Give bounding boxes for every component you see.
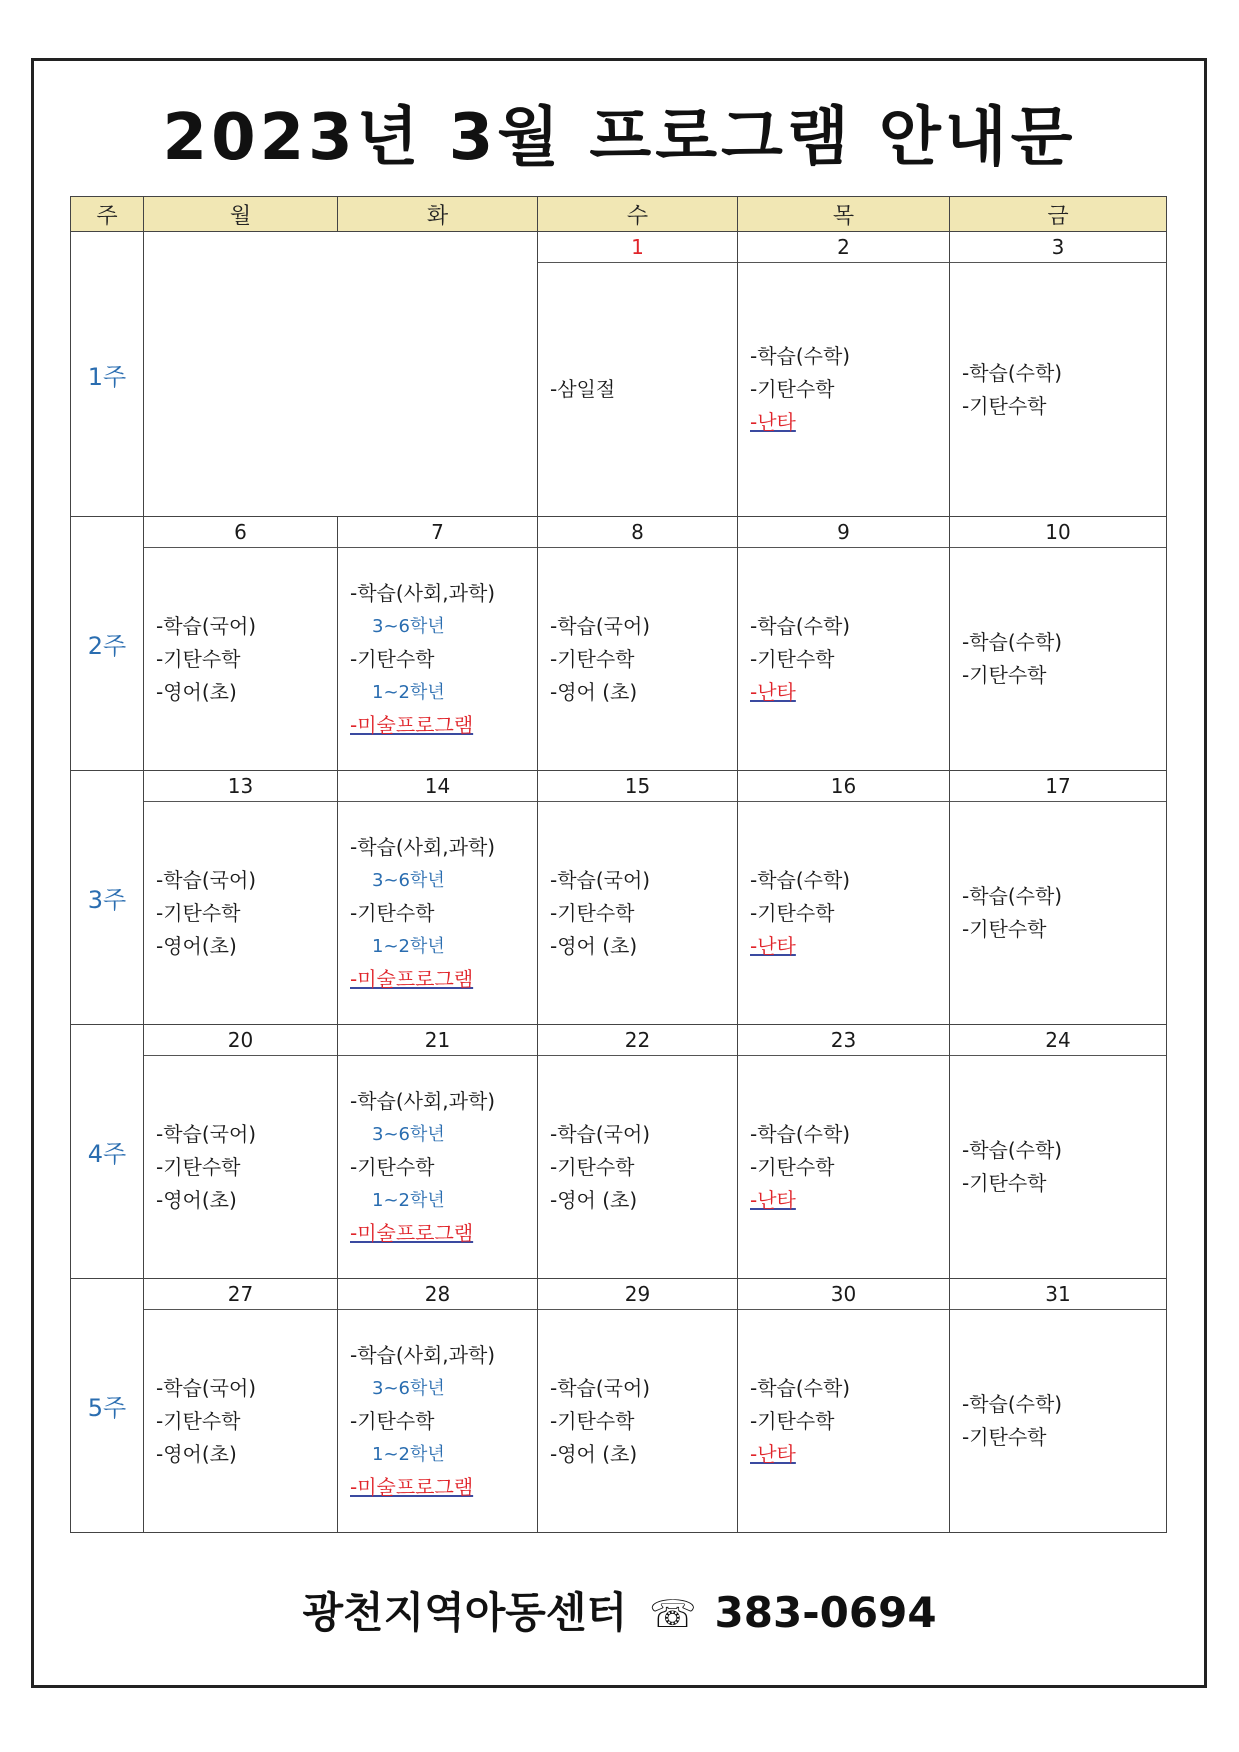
program-item: -학습(사회,과학) — [350, 580, 496, 605]
program-item: -기탄수학 — [350, 1408, 435, 1433]
program-item: -기탄수학 — [350, 646, 435, 671]
program-item: -기탄수학 — [156, 646, 241, 671]
program-item: -기탄수학 — [750, 377, 835, 401]
day-programs — [538, 802, 737, 1024]
day-cell — [950, 1025, 1167, 1279]
program-item-highlight: -미술프로그램 — [350, 712, 474, 737]
day-programs — [950, 263, 1166, 516]
program-item: -기탄수학 — [962, 663, 1047, 687]
day-programs — [338, 1056, 537, 1278]
day-programs — [538, 548, 737, 770]
day-cell — [538, 1025, 738, 1279]
program-item: -기탄수학 — [156, 1408, 241, 1433]
day-cell — [338, 1279, 538, 1533]
day-number: 15 — [538, 771, 737, 802]
header-mon: 월 — [144, 197, 338, 232]
program-item: -기탄수학 — [750, 900, 835, 925]
program-item: -기탄수학 — [750, 1154, 835, 1179]
week-row — [71, 232, 1167, 517]
program-item: -기탄수학 — [750, 1408, 835, 1433]
day-programs — [738, 1310, 949, 1532]
program-item: -학습(국어) — [156, 613, 257, 638]
day-programs — [738, 1056, 949, 1278]
header-thu: 목 — [738, 197, 950, 232]
center-name: 광천지역아동센터 — [302, 1588, 628, 1637]
day-programs — [338, 548, 537, 770]
day-programs — [538, 263, 737, 516]
day-number: 17 — [950, 771, 1166, 802]
program-calendar — [70, 196, 1167, 1533]
day-number: 1 — [538, 232, 737, 263]
day-cell — [950, 517, 1167, 771]
program-item: -영어 (초) — [550, 1441, 638, 1466]
day-programs — [144, 802, 337, 1024]
program-item: -학습(수학) — [962, 1392, 1063, 1416]
program-item — [750, 676, 949, 709]
day-number: 23 — [738, 1025, 949, 1056]
day-number: 8 — [538, 517, 737, 548]
day-programs — [738, 802, 949, 1024]
empty-day-cell — [144, 232, 538, 517]
program-item: -영어(초) — [156, 1441, 237, 1466]
grade-note: 3~6학년 — [372, 1377, 445, 1399]
program-item: -학습(수학) — [962, 1138, 1063, 1162]
day-number: 14 — [338, 771, 537, 802]
program-item — [350, 1217, 537, 1250]
program-item-highlight: -난타 — [750, 679, 796, 704]
day-programs — [738, 263, 949, 516]
program-item: -기탄수학 — [550, 1408, 635, 1433]
program-item: -영어(초) — [156, 679, 237, 704]
telephone-icon: ☏ — [649, 1592, 697, 1636]
program-item-highlight: -미술프로그램 — [350, 1220, 474, 1245]
program-item: -영어(초) — [156, 933, 237, 958]
program-item: -학습(국어) — [550, 1121, 651, 1146]
grade-note: 3~6학년 — [372, 615, 445, 637]
day-cell — [738, 771, 950, 1025]
day-programs — [144, 548, 337, 770]
header-fri: 금 — [950, 197, 1167, 232]
program-item: -기탄수학 — [156, 1154, 241, 1179]
grade-note: 3~6학년 — [372, 1123, 445, 1145]
day-cell — [144, 1279, 338, 1533]
day-number: 29 — [538, 1279, 737, 1310]
program-item: -기탄수학 — [550, 900, 635, 925]
day-cell — [338, 517, 538, 771]
program-item: -학습(수학) — [962, 630, 1063, 654]
day-programs — [144, 1056, 337, 1278]
program-item — [750, 406, 949, 439]
day-number: 22 — [538, 1025, 737, 1056]
program-item: -학습(수학) — [750, 1375, 851, 1400]
header-wed: 수 — [538, 197, 738, 232]
program-item: -학습(국어) — [550, 613, 651, 638]
program-item — [350, 1471, 537, 1504]
day-cell — [538, 771, 738, 1025]
program-item-highlight: -미술프로그램 — [350, 966, 474, 991]
grade-note: 1~2학년 — [372, 935, 445, 957]
day-programs — [538, 1310, 737, 1532]
day-number: 9 — [738, 517, 949, 548]
program-item: -삼일절 — [550, 377, 616, 401]
day-cell — [950, 1279, 1167, 1533]
day-cell — [538, 232, 738, 517]
program-item-highlight: -난타 — [750, 1187, 796, 1212]
day-number: 6 — [144, 517, 337, 548]
day-programs — [950, 1056, 1166, 1278]
day-cell — [144, 771, 338, 1025]
day-cell — [538, 517, 738, 771]
program-item: -학습(국어) — [156, 1375, 257, 1400]
day-number: 7 — [338, 517, 537, 548]
day-programs — [338, 1310, 537, 1532]
grade-note: 3~6학년 — [372, 869, 445, 891]
program-item: -영어 (초) — [550, 1187, 638, 1212]
page-title: 2023년 3월 프로그램 안내문 — [162, 101, 1077, 175]
day-programs — [538, 1056, 737, 1278]
week-label: 1주 — [71, 232, 144, 517]
program-item-highlight: -난타 — [750, 410, 796, 434]
day-number: 21 — [338, 1025, 537, 1056]
program-item: -기탄수학 — [350, 1154, 435, 1179]
program-item: -영어 (초) — [550, 679, 638, 704]
program-item: -학습(수학) — [962, 360, 1063, 385]
day-number: 13 — [144, 771, 337, 802]
program-item: -학습(국어) — [550, 1375, 651, 1400]
day-programs — [338, 802, 537, 1024]
program-item — [350, 963, 537, 996]
program-item: -학습(수학) — [750, 344, 851, 368]
program-item — [750, 1184, 949, 1217]
week-label: 4주 — [71, 1025, 144, 1279]
program-item: -영어(초) — [156, 1187, 237, 1212]
day-number: 20 — [144, 1025, 337, 1056]
program-item: -학습(수학) — [750, 867, 851, 892]
week-label: 2주 — [71, 517, 144, 771]
program-item: -기탄수학 — [750, 646, 835, 671]
program-item: -기탄수학 — [156, 900, 241, 925]
grade-note: 1~2학년 — [372, 681, 445, 703]
grade-note: 1~2학년 — [372, 1443, 445, 1465]
header-row — [71, 197, 1167, 232]
program-item: -학습(국어) — [156, 1121, 257, 1146]
day-number: 28 — [338, 1279, 537, 1310]
program-item: -기탄수학 — [962, 1171, 1047, 1195]
program-item-highlight: -미술프로그램 — [350, 1474, 474, 1499]
day-programs — [950, 1310, 1166, 1532]
day-cell — [950, 232, 1167, 517]
program-item: -기탄수학 — [962, 1425, 1047, 1449]
day-number: 10 — [950, 517, 1166, 548]
program-item: -영어 (초) — [550, 933, 638, 958]
week-row — [71, 1279, 1167, 1533]
week-row — [71, 517, 1167, 771]
program-item-highlight: -난타 — [750, 933, 796, 958]
day-number: 31 — [950, 1279, 1166, 1310]
program-item: -학습(사회,과학) — [350, 1088, 496, 1113]
day-number: 2 — [738, 232, 949, 263]
phone-number: 383-0694 — [714, 1588, 937, 1637]
day-cell — [738, 1025, 950, 1279]
day-cell — [738, 517, 950, 771]
day-number: 16 — [738, 771, 949, 802]
program-item: -기탄수학 — [962, 393, 1047, 418]
program-item: -학습(수학) — [750, 613, 851, 638]
program-item: -학습(사회,과학) — [350, 834, 496, 859]
header-week: 주 — [71, 197, 144, 232]
day-cell — [144, 1025, 338, 1279]
program-item: -학습(수학) — [962, 884, 1063, 908]
week-label: 5주 — [71, 1279, 144, 1533]
program-item — [750, 1438, 949, 1471]
day-cell — [950, 771, 1167, 1025]
week-row — [71, 771, 1167, 1025]
day-number: 30 — [738, 1279, 949, 1310]
program-item: -기탄수학 — [550, 1154, 635, 1179]
day-cell — [538, 1279, 738, 1533]
day-number: 3 — [950, 232, 1166, 263]
program-item: -기탄수학 — [550, 646, 635, 671]
day-programs — [144, 1310, 337, 1532]
day-programs — [738, 548, 949, 770]
day-number: 24 — [950, 1025, 1166, 1056]
day-cell — [738, 1279, 950, 1533]
week-row — [71, 1025, 1167, 1279]
program-item: -학습(수학) — [750, 1121, 851, 1146]
day-number: 27 — [144, 1279, 337, 1310]
header-tue: 화 — [338, 197, 538, 232]
day-cell — [144, 517, 338, 771]
program-item — [750, 930, 949, 963]
grade-note: 1~2학년 — [372, 1189, 445, 1211]
program-item: -기탄수학 — [350, 900, 435, 925]
day-cell — [338, 771, 538, 1025]
program-item: -기탄수학 — [962, 917, 1047, 941]
week-label: 3주 — [71, 771, 144, 1025]
program-item: -학습(국어) — [156, 867, 257, 892]
day-cell — [338, 1025, 538, 1279]
footer-contact — [0, 1580, 1239, 1640]
day-cell — [738, 232, 950, 517]
day-programs — [950, 802, 1166, 1024]
program-item — [350, 709, 537, 742]
program-item-highlight: -난타 — [750, 1441, 796, 1466]
program-item: -학습(사회,과학) — [350, 1342, 496, 1367]
program-item: -학습(국어) — [550, 867, 651, 892]
day-programs — [950, 548, 1166, 770]
